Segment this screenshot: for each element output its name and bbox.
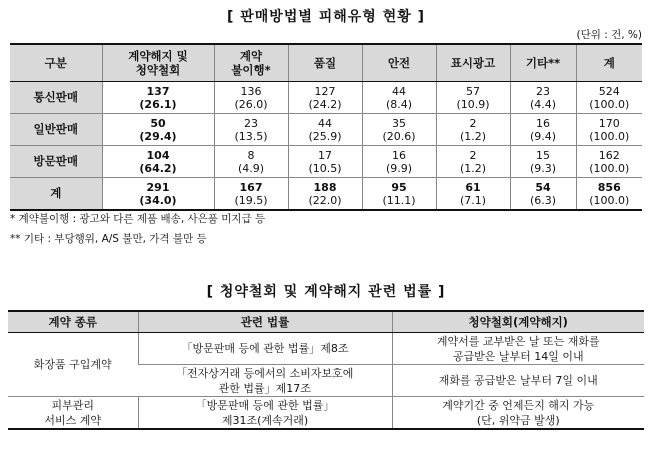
table-cell: 856 (100.0): [576, 178, 642, 211]
table-row: [8, 333, 644, 365]
table-cell: 104 (64.2): [102, 146, 214, 178]
table-cell: 44 (25.9): [288, 114, 362, 146]
related-law-table: [8, 310, 644, 430]
table-cell: 23 (4.4): [510, 82, 576, 114]
table2-header-row: [8, 311, 644, 333]
contract-type-cell: 화장품 구입계약: [8, 333, 138, 397]
withdrawal-cell: 계약서를 교부받은 날 또는 재화를 공급받은 날부터 14일 이내: [392, 333, 644, 365]
header-quality: 품질: [288, 44, 362, 82]
damage-type-table: [10, 43, 642, 211]
header-contract-type: 계약 종류: [8, 311, 138, 333]
table-cell: 524 (100.0): [576, 82, 642, 114]
header-related-law: 관련 법률: [138, 311, 392, 333]
table2-title: [ 청약철회 및 계약해지 관련 법률 ]: [206, 284, 446, 300]
row-label: 계: [10, 178, 102, 211]
table-row: [10, 114, 642, 146]
table-cell: 44 (8.4): [362, 82, 436, 114]
table-row: [10, 82, 642, 114]
table-cell: 50 (29.4): [102, 114, 214, 146]
header-withdrawal: 청약철회(계약해지): [392, 311, 644, 333]
table-cell: 2 (1.2): [436, 146, 510, 178]
table-cell: 15 (9.3): [510, 146, 576, 178]
header-advertising: 표시광고: [436, 44, 510, 82]
table-cell: 137 (26.1): [102, 82, 214, 114]
contract-type-cell: 피부관리 서비스 계약: [8, 397, 138, 430]
table-cell: 57 (10.9): [436, 82, 510, 114]
footnote-other: ** 기타 : 부당행위, A/S 불만, 가격 불만 등: [10, 233, 207, 245]
table-row: [8, 397, 644, 430]
table1-title: [ 판매방법별 피해유형 현황 ]: [226, 9, 426, 25]
table-cell: 16 (9.4): [510, 114, 576, 146]
table-cell: 16 (9.9): [362, 146, 436, 178]
header-total: 계: [576, 44, 642, 82]
table-cell: 17 (10.5): [288, 146, 362, 178]
header-category: 구분: [10, 44, 102, 82]
table-cell: 2 (1.2): [436, 114, 510, 146]
row-label: 일반판매: [10, 114, 102, 146]
law-cell: 「방문판매 등에 관한 법률」 제31조(계속거래): [138, 397, 392, 430]
header-cancellation: 계약해지 및 청약철회: [102, 44, 214, 82]
withdrawal-cell: 재화를 공급받은 날부터 7일 이내: [392, 365, 644, 397]
table-cell: 162 (100.0): [576, 146, 642, 178]
table-cell: 23 (13.5): [214, 114, 288, 146]
table-cell: 8 (4.9): [214, 146, 288, 178]
withdrawal-cell: 계약기간 중 언제든지 해지 가능 (단, 위약금 발생): [392, 397, 644, 430]
table-cell: 54 (6.3): [510, 178, 576, 211]
footnote-nonperformance: * 계약불이행 : 광고와 다른 제품 배송, 사은품 미지급 등: [10, 213, 266, 225]
table-cell: 188 (22.0): [288, 178, 362, 211]
table-cell: 95 (11.1): [362, 178, 436, 211]
law-cell: 「방문판매 등에 관한 법률」제8조: [138, 333, 392, 365]
law-cell: 「전자상거래 등에서의 소비자보호에 관한 법률」제17조: [138, 365, 392, 397]
header-safety: 안전: [362, 44, 436, 82]
header-other: 기타**: [510, 44, 576, 82]
table-cell: 291 (34.0): [102, 178, 214, 211]
unit-label: (단위 : 건, %): [576, 29, 642, 41]
table-row: [10, 146, 642, 178]
table-cell: 170 (100.0): [576, 114, 642, 146]
table1-header-row: [10, 44, 642, 82]
row-label: 통신판매: [10, 82, 102, 114]
table-cell: 167 (19.5): [214, 178, 288, 211]
table-cell: 127 (24.2): [288, 82, 362, 114]
header-nonperformance: 계약 불이행*: [214, 44, 288, 82]
table-cell: 136 (26.0): [214, 82, 288, 114]
table-total-row: [10, 178, 642, 211]
row-label: 방문판매: [10, 146, 102, 178]
table-cell: 35 (20.6): [362, 114, 436, 146]
table-cell: 61 (7.1): [436, 178, 510, 211]
